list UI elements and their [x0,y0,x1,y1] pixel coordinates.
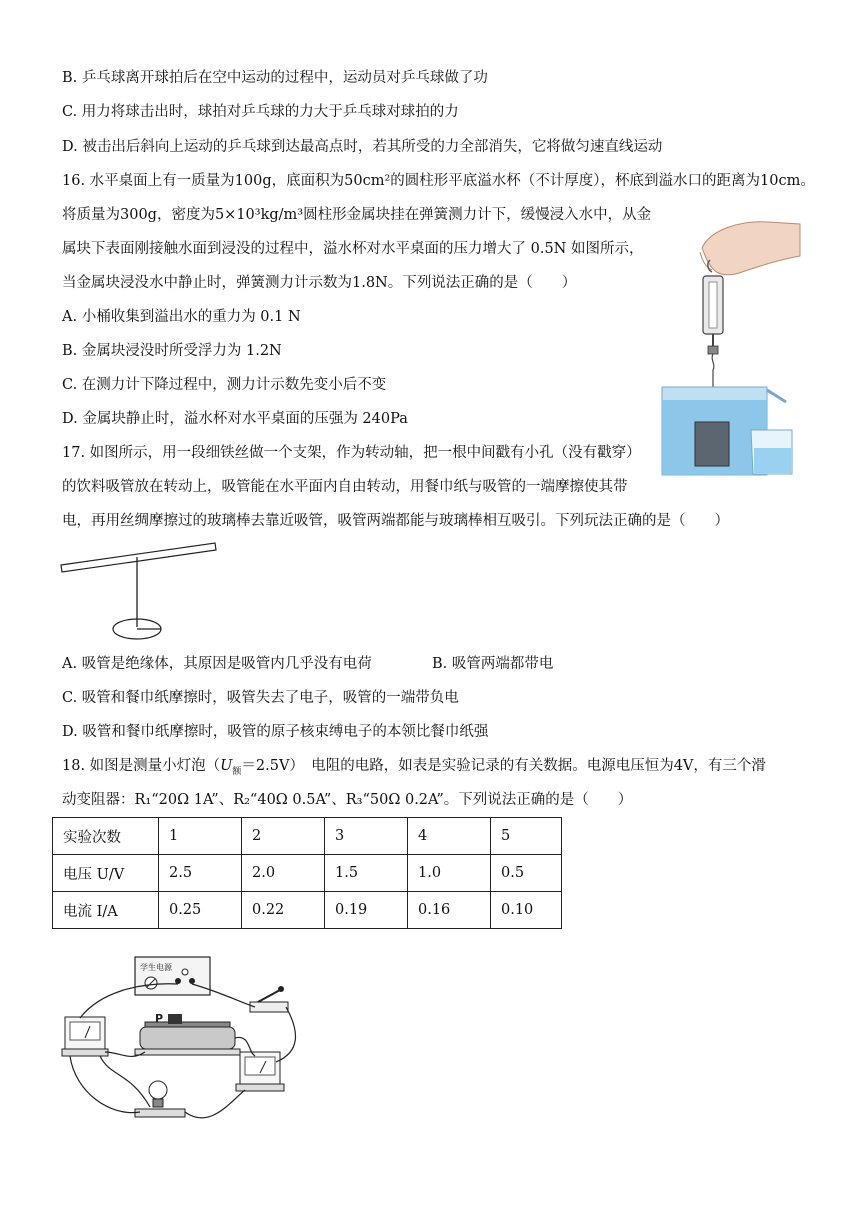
option-16c: C. 在测力计下降过程中，测力计示数先变小后不变 [62,377,387,393]
question-16-line4: 当金属块浸没水中静止时，弹簧测力计示数为1.8N。下列说法正确的是（ ） [62,275,577,291]
question-18-line1: 18. 如图是测量小灯泡$(U_额=2.5V)$ 电阻的电路，如表是实验记录的有关数据。电源电压恒为4V，有三个滑 [62,758,766,777]
question-17-line2: 的饮料吸管放在转动上，吸管能在水平面内自由转动，用餐巾纸与吸管的一端摩擦使其带 [62,479,628,495]
table-cell: 0.25 [159,892,242,929]
table-cell: 3 [325,818,408,855]
rheostat-slider-label: P [155,1012,164,1025]
table-cell: 电压 U/V [53,855,159,892]
table-row [53,892,562,929]
table-row [53,855,562,892]
table-cell: 0.5 [491,855,562,892]
table-cell: 0.16 [408,892,491,929]
option-15c: C. 用力将球击出时，球拍对乒乓球的力大于乒乓球对球拍的力 [62,104,459,120]
option-16a: A. 小桶收集到溢出水的重力为 0.1 N [62,309,301,325]
option-16b: B. 金属块浸没时所受浮力为 1.2N [62,343,282,359]
power-supply-label: 学生电源 [140,963,172,972]
table-cell: 4 [408,818,491,855]
table-cell: 5 [491,818,562,855]
table-cell: 2 [242,818,325,855]
option-17a: A. 吸管是绝缘体，其原因是吸管内几乎没有电荷 [62,656,372,672]
table-cell: 1.0 [408,855,491,892]
circuit-figure [50,952,310,1138]
question-17-line1: 17. 如图所示，用一段细铁丝做一个支架，作为转动轴，把一根中间戳有小孔（没有戳穿） [62,445,641,461]
table-cell: 2.5 [159,855,242,892]
table-cell: 电流 I/A [53,892,159,929]
table-cell: 2.0 [242,855,325,892]
question-16-line1: 16. 水平桌面上有一质量为100g，底面积为50cm²的圆柱形平底溢水杯（不计厚度），杯底到溢水口的距离为10cm。 [62,173,815,189]
question-16-line2: 将质量为300g，密度为5×10³kg/m³圆柱形金属块挂在弹簧测力计下，缓慢浸入水中，从金 [62,207,652,223]
question-17-line3: 电，再用丝绸摩擦过的玻璃棒去靠近吸管，吸管两端都能与玻璃棒相互吸引。下列玩法正确的是（ ） [62,513,729,529]
table-cell: 0.22 [242,892,325,929]
option-15d: D. 被击出后斜向上运动的乒乓球到达最高点时，若其所受的力全部消失，它将做匀速直线运动 [62,139,663,155]
option-15b: B. 乒乓球离开球拍后在空中运动的过程中，运动员对乒乓球做了功 [62,70,488,86]
table-cell: 0.10 [491,892,562,929]
overflow-cup-figure [650,212,810,482]
straw-stand-figure [55,537,225,647]
table-cell: 实验次数 [53,818,159,855]
table-cell: 0.19 [325,892,408,929]
table-cell: 1.5 [325,855,408,892]
table-row [53,818,562,855]
option-17c: C. 吸管和餐巾纸摩擦时，吸管失去了电子，吸管的一端带负电 [62,690,459,706]
option-17d: D. 吸管和餐巾纸摩擦时，吸管的原子核束缚电子的本领比餐巾纸强 [62,724,489,740]
table-cell: 1 [159,818,242,855]
option-16d: D. 金属块静止时，溢水杯对水平桌面的压强为 240Pa [62,411,408,427]
question-16-line3: 属块下表面刚接触水面到浸没的过程中，溢水杯对水平桌面的压力增大了 0.5N 如图所示， [62,241,644,257]
question-18-line2: 动变阻器：R₁“20Ω 1A”、R₂“40Ω 0.5A”、R₃“50Ω 0.2A”。下列说法正确的是（ ） [62,792,633,808]
option-17b: B. 吸管两端都带电 [432,656,554,672]
experiment-data-table [52,817,562,929]
